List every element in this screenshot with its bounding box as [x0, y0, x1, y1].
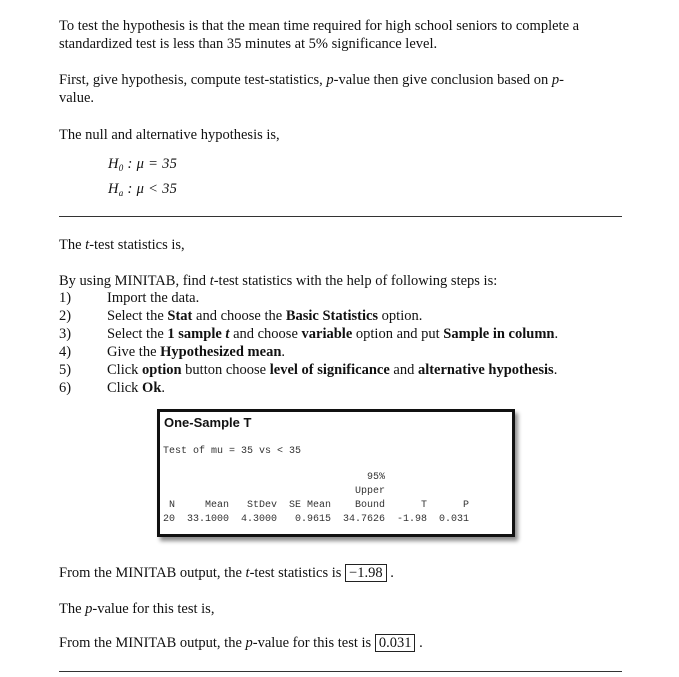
- null-hypothesis: $H_0$ : μ = 35: [108, 156, 178, 173]
- minitab-data-line: 20 33.1000 4.3000 0.9615 34.7626 -1.98 0.031: [163, 514, 470, 525]
- instructions-line-1: First, give hypothesis, compute test-statistics, p-value then give conclusion based on p-: [59, 72, 565, 88]
- t-test-heading: The t-test statistics is,: [59, 237, 185, 253]
- intro-paragraph: [59, 17, 629, 53]
- intro-line-2: standardized test is less than 35 minutes at 5% significance level.: [59, 36, 438, 52]
- step-3: 3) Select the 1 sample t and choose variable option and put Sample in column.: [59, 326, 559, 342]
- minitab-output-panel: [157, 409, 515, 537]
- minitab-header-line-1: 95%: [163, 472, 386, 483]
- hypothesis-heading: The null and alternative hypothesis is,: [59, 127, 280, 143]
- alternative-hypothesis: $H_a$ : μ < 35: [108, 181, 178, 198]
- step-5: 5) Click option button choose level of significance and alternative hypothesis.: [59, 362, 558, 378]
- minitab-output-title: One-Sample T: [164, 415, 252, 430]
- minitab-steps-intro: By using MINITAB, find t-test statistics with the help of following steps is:: [59, 273, 498, 289]
- instructions-paragraph: [59, 71, 629, 107]
- t-stat-result: From the MINITAB output, the t-test statistics is −1.98 .: [59, 565, 394, 581]
- minitab-header-line-3: N Mean StDev SE Mean Bound T P: [163, 500, 470, 511]
- intro-line-1: To test the hypothesis is that the mean time required for high school seniors to complete a: [59, 18, 580, 34]
- minitab-test-line: Test of mu = 35 vs < 35: [163, 446, 302, 457]
- step-1: 1) Import the data.: [59, 290, 200, 306]
- bottom-divider: [59, 671, 622, 672]
- step-2: 2) Select the Stat and choose the Basic Statistics option.: [59, 308, 423, 324]
- p-value-box: 0.031: [375, 634, 416, 652]
- t-stat-value-box: −1.98: [345, 564, 387, 582]
- p-value-heading: The p-value for this test is,: [59, 601, 215, 617]
- step-4: 4) Give the Hypothesized mean.: [59, 344, 286, 360]
- p-value-result: From the MINITAB output, the p-value for this test is 0.031 .: [59, 635, 423, 651]
- minitab-header-line-2: Upper: [163, 486, 386, 497]
- instructions-line-2: value.: [59, 90, 95, 106]
- section-divider: [59, 216, 622, 217]
- step-6: 6) Click Ok.: [59, 380, 166, 396]
